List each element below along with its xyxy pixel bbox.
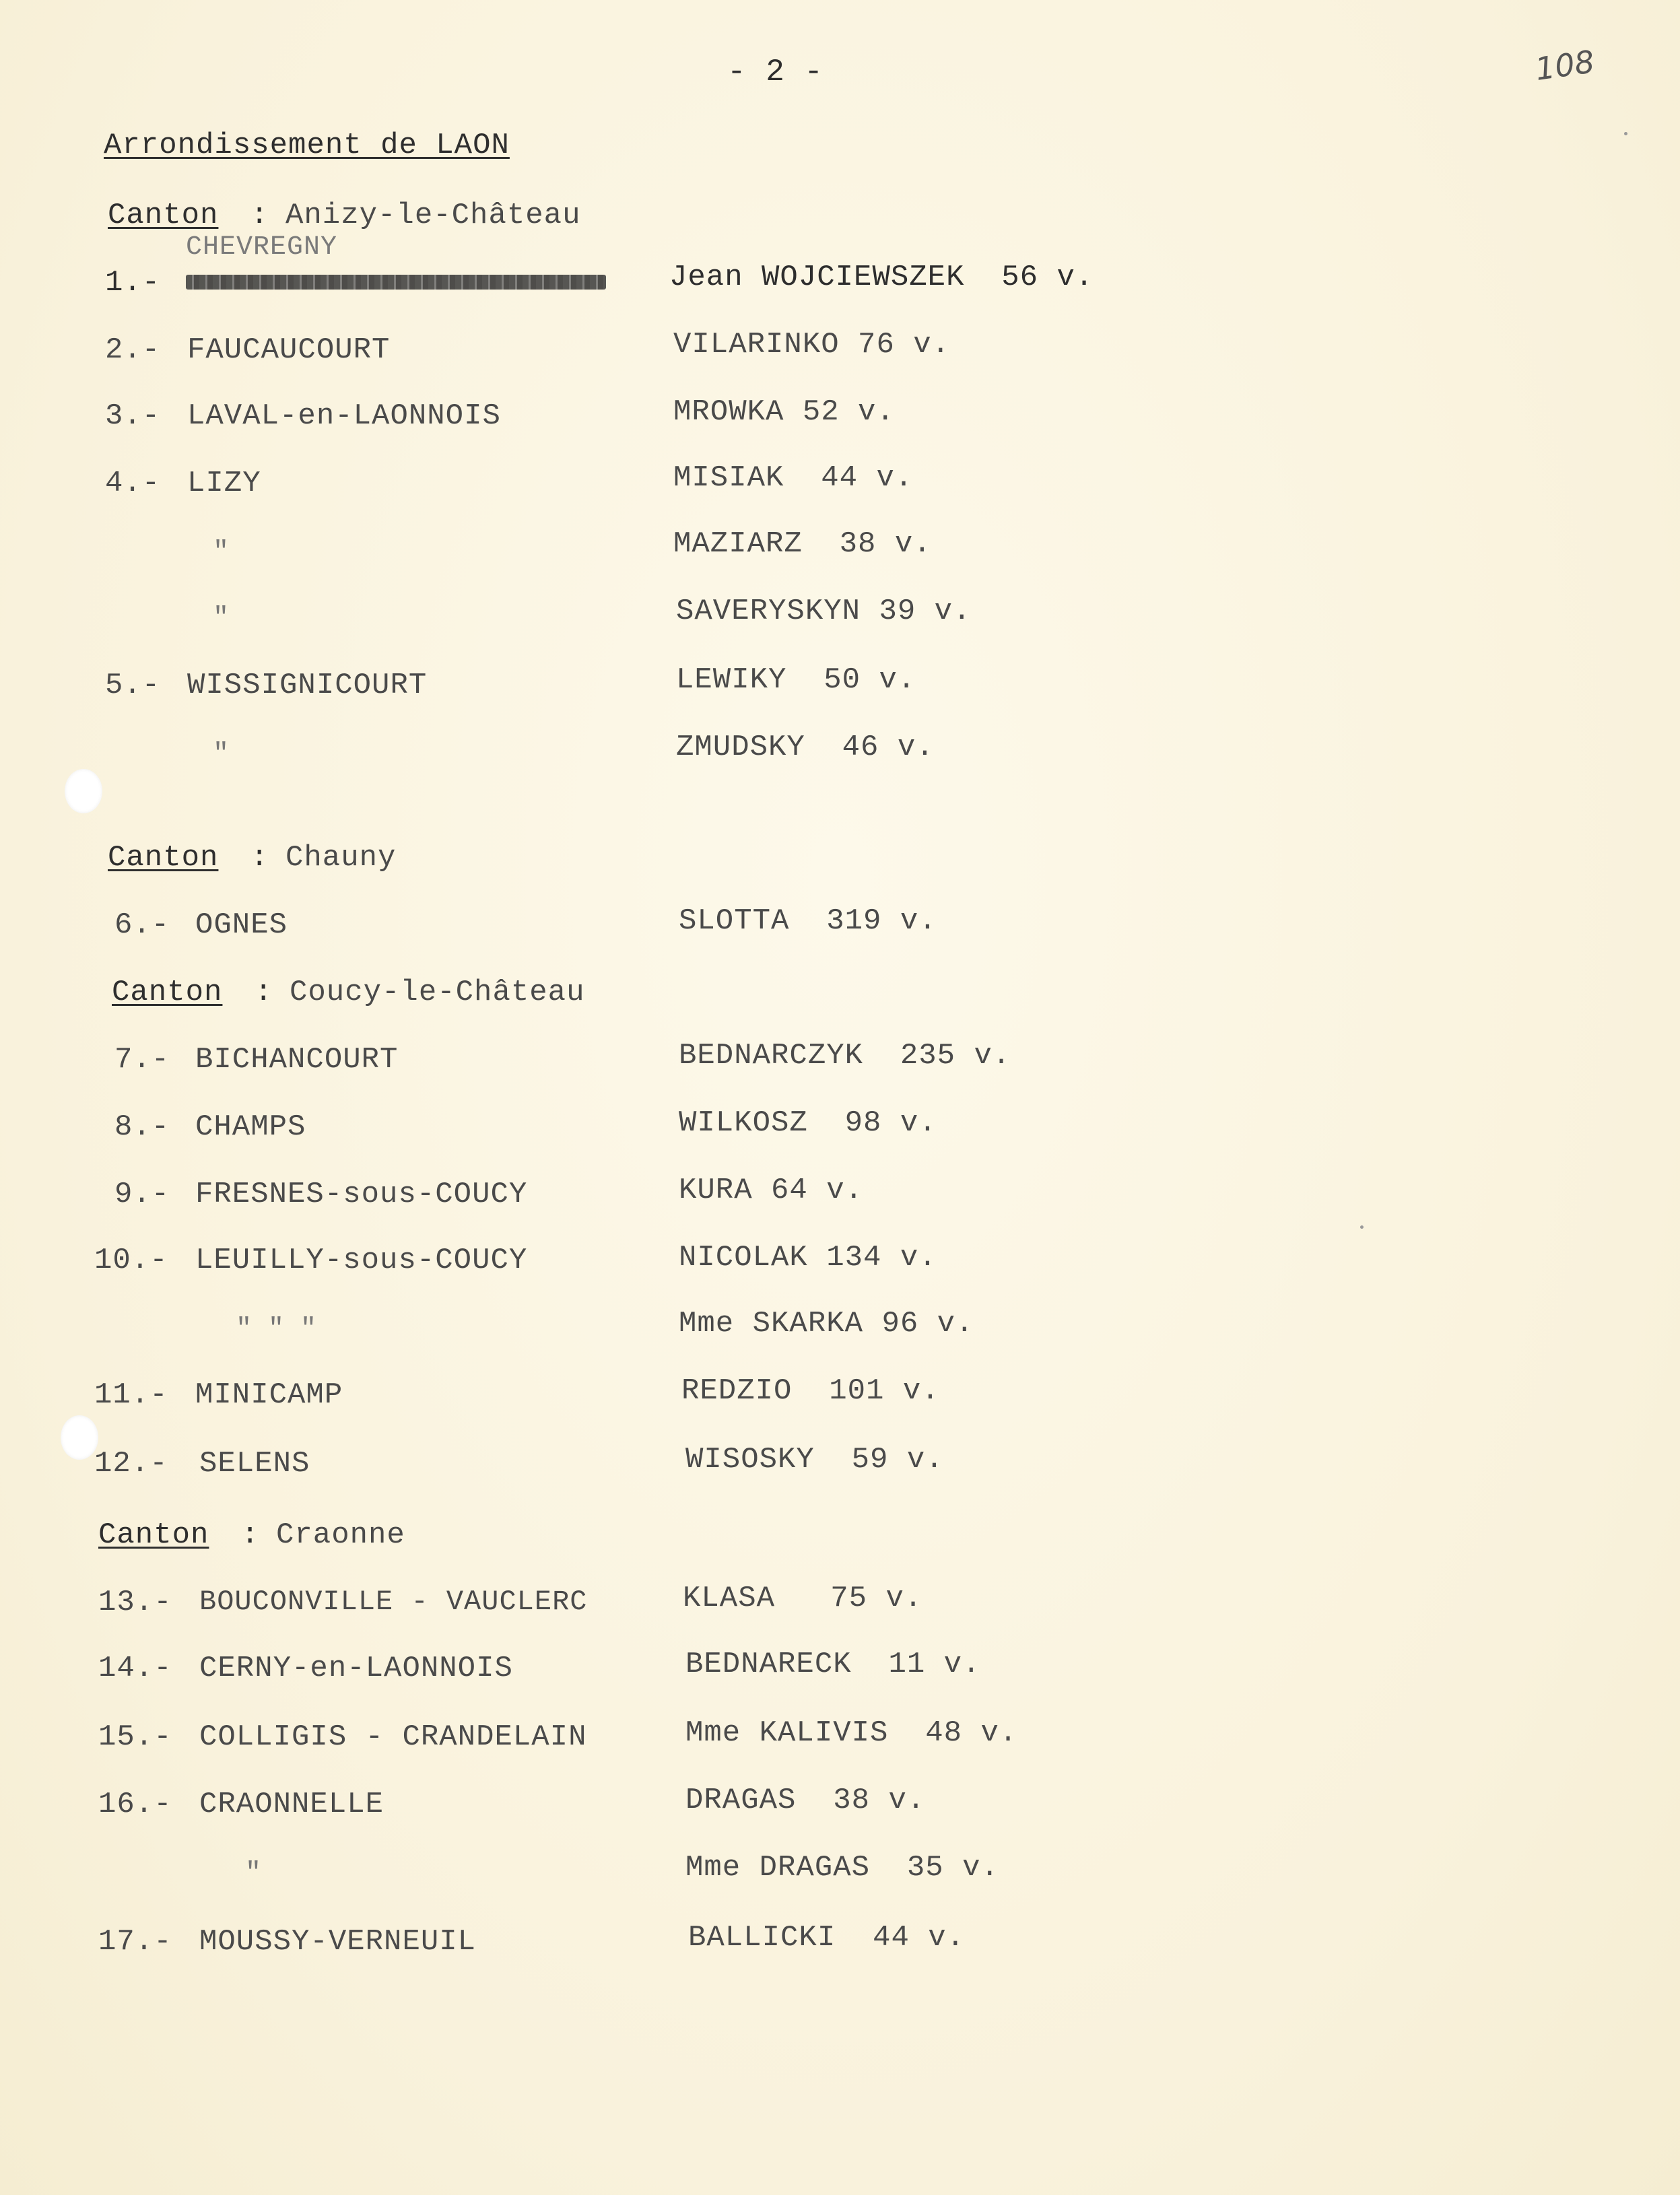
ditto-mark: " " " — [236, 1314, 317, 1345]
person-entry: WILKOSZ 98 v. — [679, 1106, 937, 1140]
person-entry: Mme KALIVIS 48 v. — [685, 1716, 1018, 1750]
row-number: 9.- — [114, 1178, 170, 1211]
person-entry: SLOTTA 319 v. — [679, 904, 937, 938]
canton-separator: : — [255, 976, 273, 1009]
canton-label: Canton — [108, 199, 219, 232]
commune-name: CHAMPS — [195, 1110, 306, 1144]
commune-name: FRESNES-sous-COUCY — [195, 1178, 528, 1211]
commune-name: MOUSSY-VERNEUIL — [199, 1925, 477, 1959]
person-entry: MROWKA 52 v. — [673, 395, 895, 429]
row-number: 17.- — [98, 1925, 172, 1959]
canton-separator: : — [250, 199, 269, 232]
row-number: 6.- — [114, 908, 170, 942]
commune-name: BICHANCOURT — [195, 1043, 399, 1077]
canton-separator: : — [250, 841, 269, 875]
canton-label: Canton — [112, 976, 223, 1009]
handwritten-note: 108 — [1533, 43, 1597, 88]
commune-name: FAUCAUCOURT — [187, 333, 391, 367]
person-entry: VILARINKO 76 v. — [673, 328, 951, 362]
person-entry: KURA 64 v. — [679, 1174, 864, 1207]
row-number: 1.- — [105, 266, 161, 300]
person-entry: DRAGAS 38 v. — [685, 1784, 926, 1817]
row-number: 7.- — [114, 1043, 170, 1077]
page-number: - 2 - — [727, 55, 824, 90]
canton-label: Canton — [98, 1518, 209, 1552]
person-entry: BEDNARECK 11 v. — [685, 1648, 981, 1681]
person-entry: ZMUDSKY 46 v. — [676, 731, 935, 764]
commune-name: LAVAL-en-LAONNOIS — [187, 399, 501, 433]
row-number: 3.- — [105, 399, 161, 433]
row-number: 16.- — [98, 1788, 172, 1821]
person-entry: Mme SKARKA 96 v. — [679, 1307, 974, 1341]
canton-name: Anizy-le-Château — [285, 199, 581, 232]
person-entry: LEWIKY 50 v. — [676, 663, 916, 697]
person-entry: SAVERYSKYN 39 v. — [676, 595, 972, 628]
person-entry: Mme DRAGAS 35 v. — [685, 1851, 999, 1885]
commune-name: CRAONNELLE — [199, 1788, 384, 1821]
row-number: 12.- — [94, 1447, 168, 1481]
canton-separator: : — [241, 1518, 260, 1552]
person-entry: BEDNARCZYK 235 v. — [679, 1039, 1011, 1073]
commune-name: SELENS — [199, 1447, 310, 1481]
row-number: 8.- — [114, 1110, 170, 1144]
canton-name: Craonne — [276, 1518, 405, 1552]
person-entry: BALLICKI 44 v. — [688, 1921, 966, 1955]
row-number: 2.- — [105, 333, 161, 367]
row-number: 5.- — [105, 669, 161, 702]
ditto-mark: " — [213, 603, 230, 634]
row-number: 11.- — [94, 1378, 168, 1412]
commune-name: LIZY — [187, 467, 261, 500]
row-number: 14.- — [98, 1652, 172, 1685]
commune-name: BOUCONVILLE - VAUCLERC — [199, 1586, 588, 1618]
punch-hole-top — [65, 769, 102, 813]
commune-name: LEUILLY-sous-COUCY — [195, 1244, 528, 1277]
commune-name: MINICAMP — [195, 1378, 343, 1412]
canton-label: Canton — [108, 841, 219, 875]
commune-name: OGNES — [195, 908, 288, 942]
punch-hole-bottom — [61, 1415, 98, 1460]
person-entry: Jean WOJCIEWSZEK 56 v. — [669, 261, 1094, 294]
commune-name: COLLIGIS - CRANDELAIN — [199, 1720, 587, 1754]
typed-correction: CHEVREGNY — [186, 232, 338, 263]
paper-speck — [1624, 132, 1627, 135]
row-number: 4.- — [105, 467, 161, 500]
person-entry: WISOSKY 59 v. — [685, 1443, 944, 1477]
canton-name: Coucy-le-Château — [290, 976, 585, 1009]
row-number: 13.- — [98, 1586, 172, 1619]
person-entry: REDZIO 101 v. — [681, 1374, 940, 1408]
row-number: 15.- — [98, 1720, 172, 1754]
ditto-mark: " — [213, 739, 230, 770]
ditto-mark: " — [213, 537, 230, 568]
ditto-mark: " — [245, 1858, 262, 1889]
person-entry: MAZIARZ 38 v. — [673, 527, 932, 561]
paper-speck — [1360, 1225, 1364, 1229]
commune-name: WISSIGNICOURT — [187, 669, 428, 702]
person-entry: MISIAK 44 v. — [673, 461, 914, 495]
struck-through-commune — [186, 275, 606, 290]
person-entry: KLASA 75 v. — [683, 1582, 923, 1615]
person-entry: NICOLAK 134 v. — [679, 1241, 937, 1275]
row-number: 10.- — [94, 1244, 168, 1277]
arrondissement-heading: Arrondissement de LAON — [104, 129, 510, 162]
canton-name: Chauny — [285, 841, 397, 875]
commune-name: CERNY-en-LAONNOIS — [199, 1652, 513, 1685]
